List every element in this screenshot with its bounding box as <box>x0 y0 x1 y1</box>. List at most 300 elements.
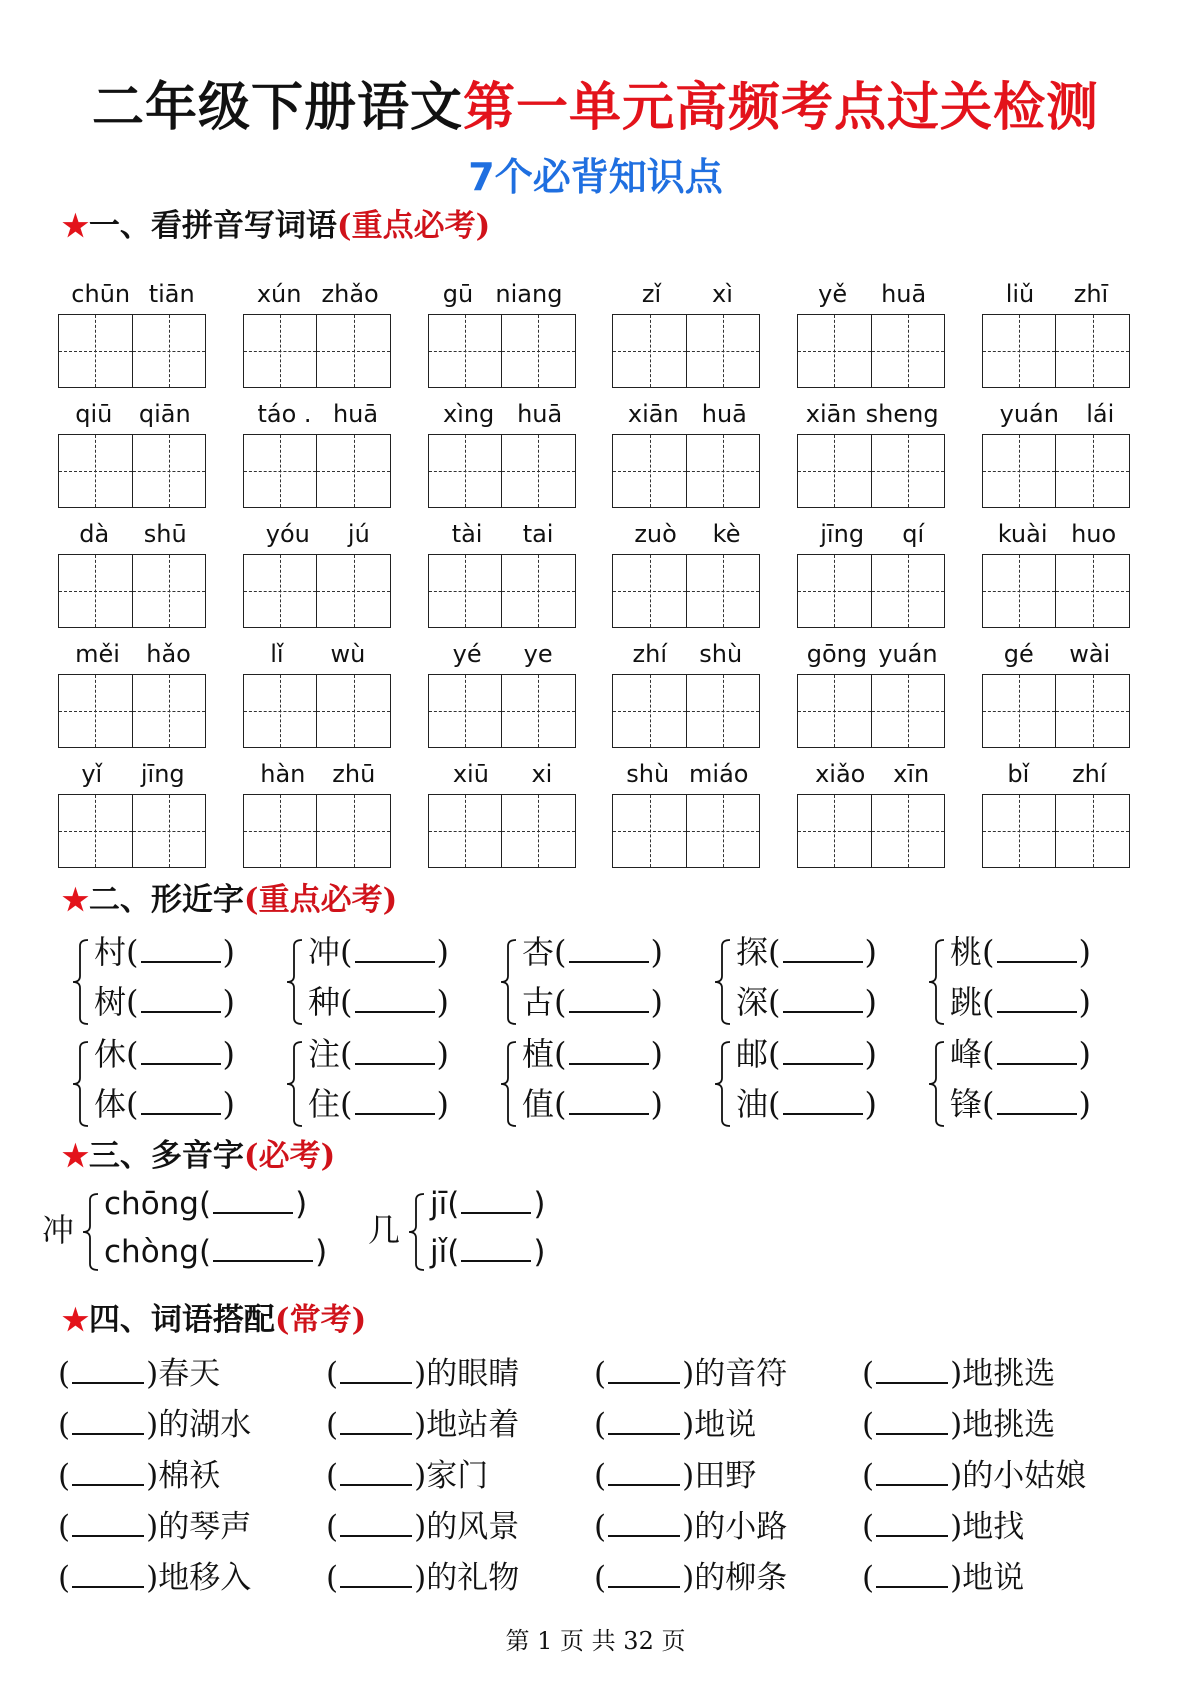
collocation-word: 的风景 <box>426 1509 520 1545</box>
word-blank[interactable] <box>608 1405 680 1435</box>
collocation-word: 的音符 <box>694 1356 788 1392</box>
pinyin-syllable: hàn <box>260 760 306 788</box>
tianzige-box <box>612 674 760 748</box>
collocation-word: 春天 <box>158 1356 221 1392</box>
character-writing-cell[interactable] <box>133 435 206 507</box>
pinyin-syllable: lái <box>1086 400 1115 428</box>
similar-char: 桃 <box>950 933 983 971</box>
tianzige-box <box>58 674 206 748</box>
pinyin-label <box>797 512 947 548</box>
pinyin-syllable: yuán <box>999 400 1059 428</box>
pinyin-label <box>982 752 1132 788</box>
pinyin-syllable: gé <box>1003 640 1034 668</box>
character-writing-cell[interactable] <box>244 675 318 747</box>
similar-char: 休 <box>94 1035 127 1073</box>
character-writing-cell[interactable] <box>687 315 760 387</box>
character-writing-cell[interactable] <box>244 795 318 867</box>
word-blank[interactable] <box>997 1035 1077 1065</box>
collocation-item: ( )的眼睛 <box>326 1356 520 1392</box>
word-blank[interactable] <box>876 1507 948 1537</box>
pinyin-reading: jǐ <box>430 1234 448 1270</box>
pinyin-word <box>58 272 208 392</box>
pinyin-label <box>58 752 208 788</box>
collocation-row <box>58 1352 1158 1403</box>
character-writing-cell[interactable] <box>687 555 760 627</box>
pinyin-syllable: yuán <box>878 640 938 668</box>
character-writing-cell[interactable] <box>872 435 945 507</box>
character-writing-cell[interactable] <box>613 315 687 387</box>
pinyin-syllable: liǔ <box>1005 280 1035 308</box>
character-writing-cell[interactable] <box>317 435 390 507</box>
similar-char-line: 锋( ) <box>950 1085 1091 1123</box>
section-4-title: 四、词语搭配 <box>88 1302 275 1338</box>
collocation-word: 地说 <box>694 1407 757 1443</box>
section-1-title: 一、看拼音写词语 <box>88 208 337 244</box>
word-blank[interactable] <box>569 933 649 963</box>
pinyin-label <box>612 632 762 668</box>
pinyin-syllable: shū <box>143 520 187 548</box>
collocation-item: ( )地挑选 <box>862 1407 1056 1443</box>
pinyin-syllable: huo <box>1071 520 1117 548</box>
pinyin-syllable: zuò <box>634 520 677 548</box>
tianzige-box <box>243 554 391 628</box>
page-number: 第 1 页 共 32 页 <box>505 1627 686 1655</box>
pinyin-syllable: miáo <box>689 760 749 788</box>
section-3-title: 三、多音字 <box>88 1138 244 1174</box>
pinyin-label <box>243 392 393 428</box>
character-writing-cell[interactable] <box>429 675 503 747</box>
similar-char-line: 邮( ) <box>736 1035 877 1073</box>
pinyin-word <box>982 272 1132 392</box>
character-writing-cell[interactable] <box>798 435 872 507</box>
character-writing-cell[interactable] <box>429 795 503 867</box>
word-blank[interactable] <box>997 983 1077 1013</box>
character-writing-cell[interactable] <box>317 675 390 747</box>
collocation-row <box>58 1505 1158 1556</box>
character-writing-cell[interactable] <box>59 555 133 627</box>
character-writing-cell[interactable] <box>687 435 760 507</box>
similar-char: 峰 <box>950 1035 983 1073</box>
pinyin-word <box>982 392 1132 512</box>
pinyin-syllable: zhū <box>332 760 376 788</box>
pinyin-syllable: yǐ <box>81 760 103 788</box>
word-blank[interactable] <box>213 1232 313 1262</box>
pinyin-syllable: shù <box>699 640 743 668</box>
character-writing-cell[interactable] <box>429 315 503 387</box>
character-writing-cell[interactable] <box>502 555 575 627</box>
character-writing-cell[interactable] <box>317 555 390 627</box>
character-writing-cell[interactable] <box>59 315 133 387</box>
character-writing-cell[interactable] <box>1056 795 1129 867</box>
pinyin-word <box>612 512 762 632</box>
pinyin-syllable: jīng <box>820 520 865 548</box>
character-writing-cell[interactable] <box>1056 675 1129 747</box>
collocation-item: ( )的柳条 <box>594 1560 788 1596</box>
word-blank[interactable] <box>461 1232 531 1262</box>
character-writing-cell[interactable] <box>983 315 1057 387</box>
pinyin-label <box>58 512 208 548</box>
character-writing-cell[interactable] <box>872 675 945 747</box>
pinyin-syllable: huā <box>517 400 563 428</box>
similar-pair <box>70 930 284 1032</box>
pinyin-word <box>243 632 393 752</box>
collocation-word: 的柳条 <box>694 1560 788 1596</box>
tianzige-box <box>982 794 1130 868</box>
collocation-item: ( )的小姑娘 <box>862 1458 1087 1494</box>
pinyin-word <box>982 752 1132 872</box>
similar-pair <box>926 930 1140 1032</box>
document-title <box>0 76 1191 140</box>
collocation-item: ( )地说 <box>594 1407 757 1443</box>
character-writing-cell[interactable] <box>244 435 318 507</box>
word-blank[interactable] <box>355 1085 435 1115</box>
pinyin-word <box>243 512 393 632</box>
section-4-heading <box>62 1300 366 1341</box>
collocation-item: ( )地站着 <box>326 1407 520 1443</box>
pinyin-label <box>982 512 1132 548</box>
pinyin-syllable: tiān <box>148 280 195 308</box>
similar-pair <box>498 1032 712 1134</box>
word-blank[interactable] <box>355 983 435 1013</box>
tianzige-box <box>797 554 945 628</box>
pinyin-syllable: shù <box>626 760 670 788</box>
character-writing-cell[interactable] <box>244 315 318 387</box>
pinyin-syllable: xiān <box>627 400 679 428</box>
character-writing-cell[interactable] <box>613 555 687 627</box>
similar-char-line: 植( ) <box>522 1035 663 1073</box>
tianzige-box <box>428 554 576 628</box>
word-blank[interactable] <box>569 983 649 1013</box>
pinyin-label <box>428 272 578 308</box>
word-blank[interactable] <box>355 1035 435 1065</box>
pinyin-label <box>243 512 393 548</box>
pinyin-syllable: qiān <box>138 400 191 428</box>
similar-char: 油 <box>736 1085 769 1123</box>
tianzige-box <box>982 434 1130 508</box>
pinyin-syllable: hǎo <box>146 640 191 668</box>
character-writing-cell[interactable] <box>1056 555 1129 627</box>
tianzige-box <box>982 554 1130 628</box>
character-writing-cell[interactable] <box>687 795 760 867</box>
similar-char: 种 <box>308 983 341 1021</box>
character-writing-cell[interactable] <box>1056 315 1129 387</box>
collocation-row <box>58 1403 1158 1454</box>
tianzige-box <box>797 794 945 868</box>
character-writing-cell[interactable] <box>613 795 687 867</box>
collocation-word: 的眼睛 <box>426 1356 520 1392</box>
tianzige-box <box>797 434 945 508</box>
similar-char: 杏 <box>522 933 555 971</box>
star-icon: ★ <box>62 883 89 918</box>
brace-icon <box>80 1192 102 1276</box>
character-writing-cell[interactable] <box>133 555 206 627</box>
section-2-title: 二、形近字 <box>88 882 244 918</box>
pinyin-syllable: zǐ <box>641 280 662 308</box>
character-writing-cell[interactable] <box>502 315 575 387</box>
character-writing-cell[interactable] <box>983 795 1057 867</box>
pinyin-label <box>797 392 947 428</box>
character-writing-cell[interactable] <box>798 555 872 627</box>
similar-char-line: 桃( ) <box>950 933 1091 971</box>
collocation-row <box>58 1556 1158 1607</box>
character-writing-cell[interactable] <box>59 675 133 747</box>
word-blank[interactable] <box>876 1405 948 1435</box>
tianzige-box <box>428 674 576 748</box>
section-2-heading <box>62 880 397 921</box>
pinyin-syllable: xiū <box>452 760 489 788</box>
character-writing-cell[interactable] <box>502 435 575 507</box>
character-writing-cell[interactable] <box>429 435 503 507</box>
character-writing-cell[interactable] <box>244 555 318 627</box>
star-icon: ★ <box>62 1303 89 1338</box>
word-blank[interactable] <box>608 1558 680 1588</box>
pinyin-label <box>612 752 762 788</box>
collocation-word: 地移入 <box>158 1560 252 1596</box>
tianzige-box <box>58 794 206 868</box>
similar-pair <box>712 1032 926 1134</box>
pinyin-syllable: sheng <box>865 400 939 428</box>
pinyin-label <box>428 632 578 668</box>
word-blank[interactable] <box>141 983 221 1013</box>
word-blank[interactable] <box>783 983 863 1013</box>
reading-line: jī( ) <box>430 1186 546 1222</box>
pinyin-label <box>982 632 1132 668</box>
character-writing-cell[interactable] <box>687 675 760 747</box>
word-blank[interactable] <box>72 1354 144 1384</box>
character-writing-cell[interactable] <box>133 795 206 867</box>
similar-char: 住 <box>308 1085 341 1123</box>
word-blank[interactable] <box>141 1035 221 1065</box>
word-blank[interactable] <box>783 1085 863 1115</box>
word-blank[interactable] <box>608 1507 680 1537</box>
word-blank[interactable] <box>141 933 221 963</box>
character-writing-cell[interactable] <box>798 675 872 747</box>
tianzige-box <box>243 674 391 748</box>
polyphonic-char: 冲 <box>42 1211 75 1249</box>
collocation-item: ( )棉袄 <box>58 1458 221 1494</box>
pinyin-syllable: kè <box>712 520 741 548</box>
pinyin-word <box>58 512 208 632</box>
similar-char: 村 <box>94 933 127 971</box>
similar-char-line: 村( ) <box>94 933 235 971</box>
collocation-item: ( )的音符 <box>594 1356 788 1392</box>
pinyin-row <box>58 272 1132 392</box>
pinyin-syllable: lǐ <box>270 640 284 668</box>
word-blank[interactable] <box>783 1035 863 1065</box>
character-writing-cell[interactable] <box>59 795 133 867</box>
brace-icon <box>712 1040 734 1128</box>
pinyin-label <box>243 272 393 308</box>
character-writing-cell[interactable] <box>872 795 945 867</box>
title-unit-test: 第一单元高频考点过关检测 <box>463 78 1100 138</box>
character-writing-cell[interactable] <box>983 555 1057 627</box>
word-blank[interactable] <box>72 1405 144 1435</box>
pinyin-syllable: jú <box>347 520 370 548</box>
tianzige-box <box>797 674 945 748</box>
similar-char-line: 注( ) <box>308 1035 449 1073</box>
pinyin-word <box>58 392 208 512</box>
reading-line: jǐ( ) <box>430 1234 546 1270</box>
reading-line: chòng( ) <box>104 1234 328 1270</box>
pinyin-syllable: gōng <box>806 640 868 668</box>
word-blank[interactable] <box>340 1558 412 1588</box>
tianzige-box <box>58 434 206 508</box>
pinyin-syllable: ye <box>523 640 553 668</box>
character-writing-cell[interactable] <box>317 795 390 867</box>
character-writing-cell[interactable] <box>1056 435 1129 507</box>
pinyin-word <box>428 752 578 872</box>
character-writing-cell[interactable] <box>798 315 872 387</box>
pinyin-word <box>797 752 947 872</box>
section-2-tag: (重点必考) <box>243 882 398 918</box>
pinyin-syllable: qiū <box>75 400 113 428</box>
brace-icon <box>712 938 734 1026</box>
similar-char: 锋 <box>950 1085 983 1123</box>
tianzige-box <box>243 314 391 388</box>
word-blank[interactable] <box>783 933 863 963</box>
tianzige-box <box>428 794 576 868</box>
pinyin-syllable: huā <box>332 400 379 428</box>
pinyin-label <box>797 752 947 788</box>
pinyin-syllable: kuài <box>997 520 1048 548</box>
pinyin-word <box>982 632 1132 752</box>
brace-icon <box>498 1040 520 1128</box>
similar-pair <box>70 1032 284 1134</box>
pinyin-label <box>982 272 1132 308</box>
pinyin-syllable: zhí <box>632 640 668 668</box>
word-blank[interactable] <box>608 1456 680 1486</box>
similar-char: 植 <box>522 1035 555 1073</box>
word-blank[interactable] <box>340 1456 412 1486</box>
similar-pair <box>712 930 926 1032</box>
word-blank[interactable] <box>340 1405 412 1435</box>
word-blank[interactable] <box>72 1507 144 1537</box>
brace-icon <box>70 1040 92 1128</box>
character-writing-cell[interactable] <box>429 555 503 627</box>
word-blank[interactable] <box>569 1085 649 1115</box>
word-blank[interactable] <box>461 1184 531 1214</box>
pinyin-word <box>58 752 208 872</box>
collocation-item: ( )田野 <box>594 1458 757 1494</box>
character-writing-cell[interactable] <box>502 675 575 747</box>
pinyin-word <box>428 632 578 752</box>
tianzige-box <box>982 314 1130 388</box>
character-writing-cell[interactable] <box>133 315 206 387</box>
pinyin-syllable: wài <box>1069 640 1111 668</box>
pinyin-syllable: dà <box>79 520 110 548</box>
pinyin-syllable: xún <box>256 280 302 308</box>
section-1-tag: (重点必考) <box>336 208 491 244</box>
collocation-item: ( )地移入 <box>58 1560 252 1596</box>
pinyin-syllable: yě <box>818 280 848 308</box>
character-writing-cell[interactable] <box>133 675 206 747</box>
character-writing-cell[interactable] <box>502 795 575 867</box>
brace-icon <box>926 1040 948 1128</box>
pinyin-syllable: xiǎo <box>815 760 866 788</box>
character-writing-cell[interactable] <box>613 675 687 747</box>
pinyin-label <box>428 752 578 788</box>
pinyin-syllable: bǐ <box>1007 760 1030 788</box>
character-writing-cell[interactable] <box>872 315 945 387</box>
tianzige-box <box>58 314 206 388</box>
pinyin-word <box>797 272 947 392</box>
pinyin-label <box>428 392 578 428</box>
collocation-word: 地说 <box>962 1560 1025 1596</box>
similar-char-line: 冲( ) <box>308 933 449 971</box>
pinyin-label <box>797 272 947 308</box>
word-blank[interactable] <box>876 1354 948 1384</box>
character-writing-cell[interactable] <box>983 675 1057 747</box>
word-blank[interactable] <box>141 1085 221 1115</box>
brace-icon <box>926 938 948 1026</box>
pinyin-word <box>982 512 1132 632</box>
word-blank[interactable] <box>72 1558 144 1588</box>
word-blank[interactable] <box>569 1035 649 1065</box>
pinyin-label <box>982 392 1132 428</box>
pinyin-word <box>428 272 578 392</box>
character-writing-cell[interactable] <box>983 435 1057 507</box>
similar-pair <box>284 1032 498 1134</box>
tianzige-box <box>612 554 760 628</box>
word-blank[interactable] <box>355 933 435 963</box>
word-blank[interactable] <box>72 1456 144 1486</box>
pinyin-syllable: yé <box>452 640 482 668</box>
similar-char-line: 值( ) <box>522 1085 663 1123</box>
word-blank[interactable] <box>608 1354 680 1384</box>
collocation-word: 家门 <box>426 1458 489 1494</box>
similar-char-line: 体( ) <box>94 1085 235 1123</box>
pinyin-word <box>797 512 947 632</box>
pinyin-syllable: xìng <box>442 400 495 428</box>
word-blank[interactable] <box>340 1507 412 1537</box>
pinyin-syllable: xi <box>531 760 553 788</box>
word-blank[interactable] <box>876 1456 948 1486</box>
pinyin-syllable: xīn <box>893 760 930 788</box>
collocation-item: ( )地挑选 <box>862 1356 1056 1392</box>
pinyin-word <box>243 392 393 512</box>
section-3-tag: (必考) <box>243 1138 336 1174</box>
pinyin-label <box>243 752 393 788</box>
tianzige-box <box>982 674 1130 748</box>
tianzige-box <box>612 794 760 868</box>
similar-char: 冲 <box>308 933 341 971</box>
character-writing-cell[interactable] <box>613 435 687 507</box>
pinyin-syllable: huā <box>701 400 747 428</box>
pinyin-word <box>243 272 393 392</box>
similar-row <box>70 930 1150 1032</box>
similar-char: 值 <box>522 1085 555 1123</box>
tianzige-box <box>58 554 206 628</box>
pinyin-word <box>612 392 762 512</box>
pinyin-syllable: tài <box>451 520 483 548</box>
character-writing-cell[interactable] <box>798 795 872 867</box>
word-blank[interactable] <box>997 1085 1077 1115</box>
pinyin-syllable: chūn <box>71 280 131 308</box>
word-blank[interactable] <box>340 1354 412 1384</box>
word-blank[interactable] <box>876 1558 948 1588</box>
pinyin-word <box>428 512 578 632</box>
word-blank[interactable] <box>213 1184 293 1214</box>
pinyin-row <box>58 392 1132 512</box>
character-writing-cell[interactable] <box>59 435 133 507</box>
similar-pair <box>498 930 712 1032</box>
pinyin-word <box>612 272 762 392</box>
word-blank[interactable] <box>997 933 1077 963</box>
pinyin-label <box>58 272 208 308</box>
character-writing-cell[interactable] <box>872 555 945 627</box>
pinyin-label <box>58 392 208 428</box>
character-writing-cell[interactable] <box>317 315 390 387</box>
